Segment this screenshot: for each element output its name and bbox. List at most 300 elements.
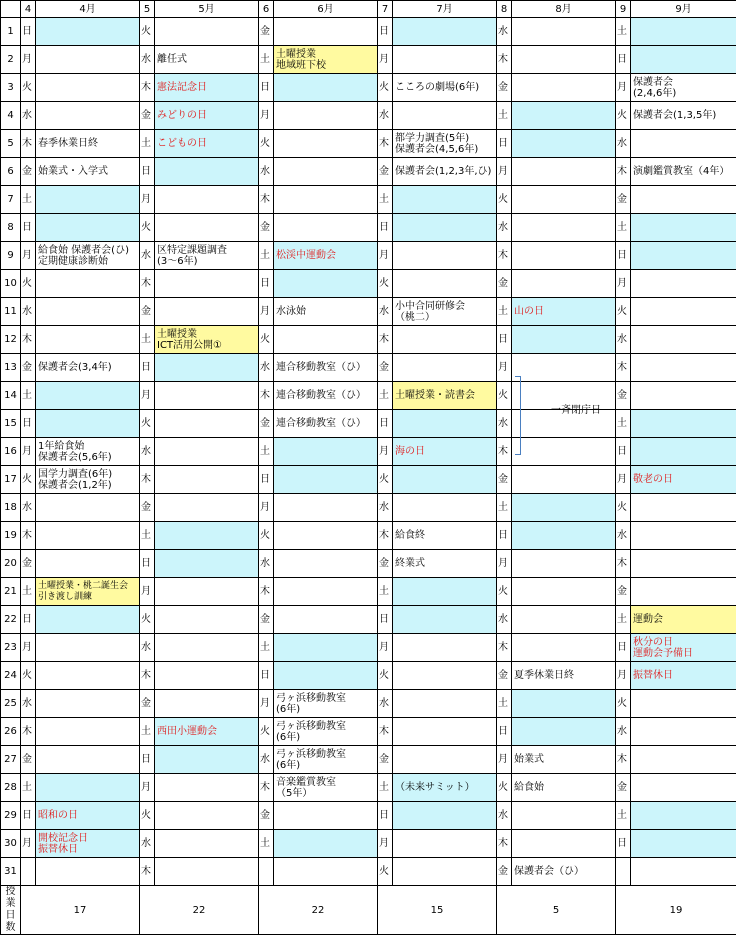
weekday-cell: 火	[21, 74, 36, 102]
event-cell	[155, 214, 259, 242]
event-cell	[274, 326, 378, 354]
date-row	[1, 550, 736, 578]
event-cell	[36, 410, 140, 438]
weekday-cell	[259, 858, 274, 886]
event-cell	[512, 46, 616, 74]
event-cell: 給食始 保護者会(ひ) 定期健康診断始	[36, 242, 140, 270]
date-number: 17	[1, 466, 21, 494]
date-row	[1, 18, 736, 46]
event-cell	[36, 522, 140, 550]
date-row	[1, 186, 736, 214]
weekday-cell: 日	[497, 130, 512, 158]
event-cell	[631, 438, 736, 466]
weekday-cell: 水	[21, 102, 36, 130]
weekday-cell: 土	[378, 578, 393, 606]
weekday-cell: 火	[140, 214, 155, 242]
class-days-count: 5	[497, 886, 616, 935]
event-cell	[155, 18, 259, 46]
date-row	[1, 522, 736, 550]
weekday-cell: 土	[616, 802, 631, 830]
weekday-cell: 日	[497, 522, 512, 550]
event-cell	[274, 214, 378, 242]
date-number: 11	[1, 298, 21, 326]
weekday-cell: 月	[378, 242, 393, 270]
weekday-cell: 水	[497, 410, 512, 438]
event-cell	[155, 494, 259, 522]
event-cell	[155, 354, 259, 382]
date-number: 2	[1, 46, 21, 74]
event-cell	[393, 662, 497, 690]
event-cell: 開校記念日 振替休日	[36, 830, 140, 858]
event-cell	[631, 550, 736, 578]
event-cell	[512, 270, 616, 298]
weekday-cell: 金	[21, 550, 36, 578]
date-row	[1, 46, 736, 74]
event-cell: 保護者会(1,2,3年,ひ)	[393, 158, 497, 186]
event-cell	[631, 214, 736, 242]
weekday-cell: 金	[378, 746, 393, 774]
event-cell	[36, 326, 140, 354]
weekday-cell: 水	[497, 802, 512, 830]
month-header: 9月	[631, 1, 736, 18]
event-cell	[274, 438, 378, 466]
weekday-cell: 火	[378, 858, 393, 886]
event-cell	[631, 130, 736, 158]
weekday-cell: 日	[259, 74, 274, 102]
event-cell	[393, 186, 497, 214]
weekday-cell: 火	[259, 130, 274, 158]
weekday-cell: 月	[616, 270, 631, 298]
weekday-cell: 火	[497, 774, 512, 802]
class-days-count: 17	[21, 886, 140, 935]
event-cell	[36, 606, 140, 634]
event-cell: 保護者会 (2,4,6年)	[631, 74, 736, 102]
weekday-cell: 日	[616, 242, 631, 270]
event-cell	[155, 606, 259, 634]
weekday-cell: 木	[259, 578, 274, 606]
event-cell	[36, 214, 140, 242]
event-cell: 夏季休業日終	[512, 662, 616, 690]
weekday-cell: 木	[616, 746, 631, 774]
event-cell: 弓ヶ浜移動教室 (6年)	[274, 718, 378, 746]
weekday-cell: 火	[616, 102, 631, 130]
weekday-cell: 火	[378, 74, 393, 102]
weekday-cell: 水	[259, 354, 274, 382]
event-cell: 1年給食始 保護者会(5,6年)	[36, 438, 140, 466]
event-cell	[274, 830, 378, 858]
event-cell: 連合移動教室（ひ）	[274, 382, 378, 410]
date-number: 7	[1, 186, 21, 214]
event-cell	[393, 634, 497, 662]
weekday-cell: 月	[616, 466, 631, 494]
event-cell	[631, 242, 736, 270]
date-number: 23	[1, 634, 21, 662]
weekday-cell: 金	[259, 18, 274, 46]
event-cell	[393, 410, 497, 438]
weekday-cell: 月	[259, 494, 274, 522]
weekday-cell: 水	[140, 438, 155, 466]
weekday-cell: 金	[259, 410, 274, 438]
date-number: 12	[1, 326, 21, 354]
event-cell: 土曜授業 地域班下校	[274, 46, 378, 74]
weekday-cell: 金	[497, 270, 512, 298]
weekday-cell: 月	[378, 830, 393, 858]
month-number: 4	[21, 1, 36, 18]
weekday-cell: 金	[259, 802, 274, 830]
weekday-cell: 木	[378, 522, 393, 550]
event-cell	[36, 662, 140, 690]
event-cell	[36, 46, 140, 74]
event-cell	[631, 354, 736, 382]
weekday-cell: 木	[259, 382, 274, 410]
weekday-cell: 月	[616, 662, 631, 690]
weekday-cell: 水	[259, 746, 274, 774]
class-days-count: 15	[378, 886, 497, 935]
calendar-body	[1, 1, 736, 935]
date-row	[1, 102, 736, 130]
event-cell	[155, 382, 259, 410]
weekday-cell: 金	[21, 158, 36, 186]
event-cell	[512, 158, 616, 186]
weekday-cell: 火	[21, 662, 36, 690]
weekday-cell: 火	[616, 690, 631, 718]
event-cell: こころの劇場(6年)	[393, 74, 497, 102]
weekday-cell: 月	[259, 102, 274, 130]
event-cell: 土曜授業・読書会	[393, 382, 497, 410]
date-row	[1, 690, 736, 718]
event-cell	[393, 746, 497, 774]
event-cell	[155, 830, 259, 858]
event-cell	[512, 802, 616, 830]
event-cell	[36, 690, 140, 718]
event-cell	[155, 662, 259, 690]
weekday-cell: 月	[378, 46, 393, 74]
date-row	[1, 802, 736, 830]
weekday-cell: 日	[259, 662, 274, 690]
weekday-cell: 日	[21, 214, 36, 242]
weekday-cell: 土	[497, 690, 512, 718]
weekday-cell: 木	[616, 354, 631, 382]
event-cell	[631, 802, 736, 830]
date-row	[1, 830, 736, 858]
event-cell	[36, 270, 140, 298]
event-cell: 秋分の日 運動会予備日	[631, 634, 736, 662]
weekday-cell: 日	[497, 718, 512, 746]
weekday-cell	[616, 858, 631, 886]
date-number: 25	[1, 690, 21, 718]
event-cell	[512, 102, 616, 130]
event-cell	[631, 382, 736, 410]
event-cell	[155, 522, 259, 550]
event-cell: 都学力調査(5年) 保護者会(4,5,6年)	[393, 130, 497, 158]
event-cell	[36, 774, 140, 802]
weekday-cell: 土	[616, 606, 631, 634]
event-cell	[631, 858, 736, 886]
weekday-cell: 水	[259, 550, 274, 578]
event-cell	[631, 718, 736, 746]
month-number: 5	[140, 1, 155, 18]
weekday-cell: 月	[497, 746, 512, 774]
event-cell: 土曜授業 ICT活用公開①	[155, 326, 259, 354]
weekday-cell: 金	[616, 382, 631, 410]
event-cell	[274, 550, 378, 578]
weekday-cell: 木	[21, 130, 36, 158]
weekday-cell: 火	[378, 662, 393, 690]
event-cell: 給食終	[393, 522, 497, 550]
event-cell	[631, 746, 736, 774]
weekday-cell: 金	[616, 186, 631, 214]
weekday-cell: 水	[497, 606, 512, 634]
date-number: 19	[1, 522, 21, 550]
date-row	[1, 634, 736, 662]
date-row	[1, 214, 736, 242]
weekday-cell: 火	[497, 186, 512, 214]
weekday-cell: 木	[497, 830, 512, 858]
event-cell: 連合移動教室（ひ）	[274, 410, 378, 438]
date-number: 16	[1, 438, 21, 466]
weekday-cell: 月	[140, 578, 155, 606]
event-cell	[631, 18, 736, 46]
event-cell	[274, 186, 378, 214]
class-days-label: 授業 日数	[1, 886, 21, 935]
weekday-cell: 木	[259, 186, 274, 214]
weekday-cell: 土	[259, 438, 274, 466]
event-cell	[631, 690, 736, 718]
weekday-cell: 月	[21, 46, 36, 74]
weekday-cell: 日	[616, 634, 631, 662]
event-cell	[393, 46, 497, 74]
weekday-cell: 日	[616, 46, 631, 74]
weekday-cell: 日	[378, 410, 393, 438]
weekday-cell: 木	[616, 550, 631, 578]
weekday-cell: 木	[21, 522, 36, 550]
weekday-cell: 金	[497, 662, 512, 690]
event-cell	[274, 270, 378, 298]
event-cell	[274, 102, 378, 130]
weekday-cell: 金	[140, 298, 155, 326]
event-cell	[155, 466, 259, 494]
weekday-cell: 木	[140, 466, 155, 494]
weekday-cell: 木	[21, 326, 36, 354]
event-cell	[393, 270, 497, 298]
weekday-cell: 月	[21, 242, 36, 270]
event-cell: 音楽鑑賞教室 （5年）	[274, 774, 378, 802]
date-number: 13	[1, 354, 21, 382]
weekday-cell: 水	[378, 102, 393, 130]
event-cell	[512, 494, 616, 522]
weekday-cell: 金	[140, 494, 155, 522]
event-cell	[393, 494, 497, 522]
event-cell	[155, 438, 259, 466]
date-number: 15	[1, 410, 21, 438]
date-number: 9	[1, 242, 21, 270]
weekday-cell: 火	[497, 382, 512, 410]
weekday-cell: 水	[378, 690, 393, 718]
weekday-cell: 日	[21, 18, 36, 46]
weekday-cell: 土	[21, 186, 36, 214]
event-cell: 演劇鑑賞教室（4年）	[631, 158, 736, 186]
event-cell	[36, 74, 140, 102]
event-cell	[274, 18, 378, 46]
date-number: 18	[1, 494, 21, 522]
weekday-cell: 火	[140, 410, 155, 438]
date-row	[1, 270, 736, 298]
weekday-cell: 木	[616, 158, 631, 186]
weekday-cell: 水	[21, 690, 36, 718]
weekday-cell: 木	[497, 634, 512, 662]
event-cell	[155, 774, 259, 802]
weekday-cell: 土	[259, 46, 274, 74]
date-row	[1, 326, 736, 354]
date-row	[1, 242, 736, 270]
class-days-row	[1, 886, 736, 935]
date-row	[1, 130, 736, 158]
event-cell	[36, 18, 140, 46]
weekday-cell: 金	[140, 102, 155, 130]
weekday-cell: 日	[140, 550, 155, 578]
date-number: 14	[1, 382, 21, 410]
weekday-cell: 土	[259, 634, 274, 662]
event-cell: （未来サミット）	[393, 774, 497, 802]
event-cell	[36, 550, 140, 578]
weekday-cell: 月	[259, 690, 274, 718]
event-cell	[36, 186, 140, 214]
event-cell	[36, 746, 140, 774]
event-cell	[393, 466, 497, 494]
weekday-cell: 土	[378, 382, 393, 410]
event-cell	[512, 522, 616, 550]
weekday-cell: 月	[140, 186, 155, 214]
event-cell: 西田小運動会	[155, 718, 259, 746]
event-cell	[155, 158, 259, 186]
weekday-cell: 火	[140, 606, 155, 634]
weekday-cell: 月	[497, 158, 512, 186]
event-cell	[631, 774, 736, 802]
date-number: 1	[1, 18, 21, 46]
weekday-cell: 水	[259, 158, 274, 186]
event-cell	[512, 130, 616, 158]
event-cell: 憲法記念日	[155, 74, 259, 102]
event-cell	[155, 634, 259, 662]
weekday-cell: 火	[616, 298, 631, 326]
event-cell	[274, 522, 378, 550]
event-cell	[36, 382, 140, 410]
event-cell: 春季休業日終	[36, 130, 140, 158]
event-cell	[393, 326, 497, 354]
weekday-cell: 土	[21, 774, 36, 802]
month-number: 6	[259, 1, 274, 18]
event-cell	[274, 634, 378, 662]
weekday-cell: 火	[259, 326, 274, 354]
event-cell	[36, 634, 140, 662]
month-header: 8月	[512, 1, 616, 18]
weekday-cell: 金	[378, 354, 393, 382]
event-cell	[155, 186, 259, 214]
event-cell: 終業式	[393, 550, 497, 578]
date-row	[1, 354, 736, 382]
event-cell	[36, 494, 140, 522]
weekday-cell: 土	[616, 214, 631, 242]
event-cell: 離任式	[155, 46, 259, 74]
weekday-cell: 金	[497, 858, 512, 886]
event-cell	[274, 662, 378, 690]
weekday-cell: 月	[140, 774, 155, 802]
weekday-cell: 水	[378, 494, 393, 522]
event-cell	[631, 186, 736, 214]
weekday-cell: 金	[378, 550, 393, 578]
event-cell	[512, 74, 616, 102]
weekday-cell: 火	[140, 18, 155, 46]
weekday-cell: 木	[259, 774, 274, 802]
month-header: 6月	[274, 1, 378, 18]
weekday-cell: 日	[378, 214, 393, 242]
event-cell	[393, 858, 497, 886]
weekday-cell: 木	[378, 718, 393, 746]
event-cell: 始業式・入学式	[36, 158, 140, 186]
event-cell	[274, 130, 378, 158]
weekday-cell: 水	[378, 298, 393, 326]
event-cell: こどもの日	[155, 130, 259, 158]
weekday-cell: 日	[140, 354, 155, 382]
event-cell	[155, 690, 259, 718]
event-cell	[512, 550, 616, 578]
date-row	[1, 438, 736, 466]
weekday-cell: 月	[616, 74, 631, 102]
date-row	[1, 466, 736, 494]
date-number: 26	[1, 718, 21, 746]
event-cell	[393, 718, 497, 746]
weekday-cell: 土	[616, 18, 631, 46]
month-header: 4月	[36, 1, 140, 18]
event-cell	[274, 606, 378, 634]
weekday-cell: 土	[616, 410, 631, 438]
weekday-cell: 日	[21, 410, 36, 438]
weekday-cell: 土	[378, 186, 393, 214]
date-number: 24	[1, 662, 21, 690]
weekday-cell: 日	[21, 606, 36, 634]
event-cell	[274, 802, 378, 830]
weekday-cell: 火	[616, 494, 631, 522]
weekday-cell: 土	[259, 242, 274, 270]
weekday-cell: 水	[140, 634, 155, 662]
month-number: 8	[497, 1, 512, 18]
event-cell: 国学力調査(6年) 保護者会(1,2年)	[36, 466, 140, 494]
date-number: 3	[1, 74, 21, 102]
weekday-cell: 日	[378, 18, 393, 46]
event-cell: 弓ヶ浜移動教室 (6年)	[274, 690, 378, 718]
weekday-cell: 木	[140, 662, 155, 690]
weekday-cell: 水	[497, 214, 512, 242]
weekday-cell: 日	[378, 606, 393, 634]
event-cell: 始業式	[512, 746, 616, 774]
class-days-count: 19	[616, 886, 736, 935]
event-cell	[512, 354, 616, 382]
weekday-cell: 月	[378, 438, 393, 466]
weekday-cell: 木	[21, 718, 36, 746]
weekday-cell: 火	[497, 578, 512, 606]
event-cell: 土曜授業・桃二誕生会 引き渡し訓練	[36, 578, 140, 606]
event-cell	[631, 494, 736, 522]
weekday-cell: 土	[259, 830, 274, 858]
date-number: 21	[1, 578, 21, 606]
month-header: 7月	[393, 1, 497, 18]
event-cell: 保護者会(1,3,5年)	[631, 102, 736, 130]
event-cell: 昭和の日	[36, 802, 140, 830]
weekday-cell: 月	[378, 634, 393, 662]
weekday-cell: 日	[616, 830, 631, 858]
date-row	[1, 746, 736, 774]
date-number: 20	[1, 550, 21, 578]
